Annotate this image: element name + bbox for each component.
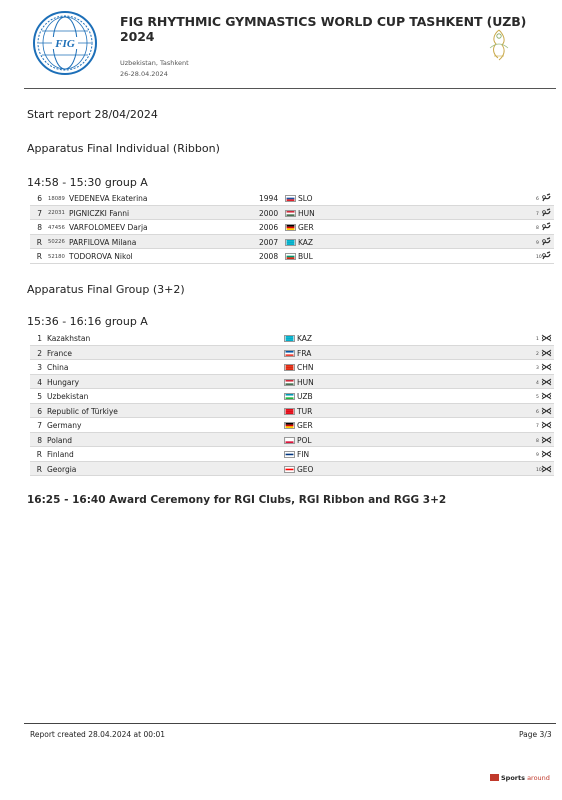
flag-icon — [285, 253, 296, 260]
team-name: Georgia — [47, 464, 77, 474]
flag-icon — [284, 393, 295, 400]
start-number: R — [36, 237, 42, 247]
table-row — [30, 346, 554, 361]
group-heading: Apparatus Final Group (3+2) — [27, 283, 185, 296]
start-number: 7 — [37, 208, 42, 218]
table-row — [30, 389, 554, 404]
group-group-time: 15:36 - 16:16 group A — [27, 315, 148, 328]
table-row — [30, 360, 554, 375]
table-row — [30, 331, 554, 346]
nation-code: POL — [297, 435, 312, 445]
table-row — [30, 462, 554, 477]
flag-icon — [284, 422, 295, 429]
nation-code: FIN — [297, 450, 310, 459]
fig-id: 22031 — [48, 210, 65, 216]
table-row — [30, 235, 554, 250]
start-number: 5 — [37, 392, 42, 401]
order-number: 7 — [536, 211, 539, 217]
report-created: Report created 28.04.2024 at 00:01 — [30, 730, 166, 739]
flag-icon — [284, 379, 295, 386]
table-row — [30, 191, 554, 206]
group-apparatus-icon — [541, 435, 552, 445]
group-start-list — [30, 331, 554, 476]
flag-icon — [285, 195, 296, 202]
nation-code: TUR — [297, 406, 313, 416]
table-row — [30, 249, 554, 264]
team-name: Hungary — [47, 377, 80, 387]
ribbon-apparatus-icon — [541, 193, 552, 203]
group-apparatus-icon — [541, 391, 552, 401]
fig-id: 47456 — [48, 224, 65, 231]
nation-code: HUN — [297, 377, 314, 387]
team-name: Republic of Türkiye — [47, 406, 118, 416]
event-title: FIG RHYTHMIC GYMNASTICS WORLD CUP TASHKENT (UZB) 2024 — [120, 14, 527, 44]
page-number: Page 3/3 — [519, 730, 552, 739]
footer-divider — [24, 723, 556, 724]
header-divider — [24, 88, 556, 89]
order-number: 4 — [536, 380, 539, 386]
brand-name-a: Sports — [501, 774, 525, 782]
group-apparatus-icon — [541, 406, 552, 416]
fig-id: 52180 — [48, 253, 65, 260]
start-number: 8 — [37, 223, 42, 232]
individual-group-time: 14:58 - 15:30 group A — [27, 176, 148, 189]
birth-year: 2006 — [259, 223, 279, 232]
order-number: 6 — [536, 409, 539, 415]
flag-icon — [284, 335, 295, 342]
team-name: Kazakhstan — [47, 334, 91, 343]
sports-around-logo — [490, 774, 550, 782]
individual-start-list — [30, 191, 554, 264]
order-number: 2 — [536, 351, 539, 357]
table-row — [30, 418, 554, 433]
flag-icon — [285, 224, 296, 231]
order-number: 7 — [536, 424, 539, 429]
flag-icon — [284, 364, 295, 371]
group-apparatus-icon — [541, 362, 552, 372]
nation-code: FRA — [297, 348, 312, 358]
ribbon-apparatus-icon — [541, 237, 552, 247]
order-number: 8 — [536, 438, 539, 444]
table-row — [30, 404, 554, 419]
individual-heading: Apparatus Final Individual (Ribbon) — [27, 142, 220, 155]
gymnast-name: VEDENEVA Ekaterina — [69, 194, 148, 203]
team-name: Germany — [47, 421, 82, 430]
nation-code: GER — [297, 421, 313, 430]
start-number: 3 — [37, 363, 42, 372]
nation-code: HUN — [298, 208, 315, 218]
nation-code: SLO — [298, 194, 313, 203]
flag-icon — [284, 437, 295, 444]
nation-code: GEO — [297, 464, 314, 474]
nation-code: CHN — [297, 363, 314, 372]
group-apparatus-icon — [541, 449, 552, 459]
order-number: 10 — [536, 467, 542, 473]
event-mascot-icon — [484, 26, 514, 64]
order-number: 5 — [536, 395, 539, 400]
order-number: 3 — [536, 366, 539, 371]
table-row — [30, 220, 554, 235]
start-number: R — [36, 252, 42, 261]
start-number: R — [36, 450, 42, 459]
flag-icon — [285, 239, 296, 246]
event-location: Uzbekistan, Tashkent — [120, 59, 189, 67]
team-name: Uzbekistan — [47, 392, 89, 401]
table-row — [30, 206, 554, 221]
team-name: France — [47, 348, 72, 358]
group-apparatus-icon — [541, 420, 552, 430]
order-number: 9 — [536, 453, 539, 458]
flag-icon — [285, 210, 296, 217]
order-number: 10 — [536, 255, 542, 260]
birth-year: 1994 — [259, 194, 279, 203]
gymnast-name: PIGNICZKI Fanni — [69, 208, 130, 218]
start-number: 8 — [37, 435, 42, 445]
group-apparatus-icon — [541, 333, 552, 343]
team-name: China — [47, 363, 69, 372]
group-apparatus-icon — [541, 464, 552, 474]
ribbon-apparatus-icon — [541, 208, 552, 218]
start-number: 1 — [37, 334, 42, 343]
birth-year: 2000 — [259, 208, 279, 218]
flag-icon — [284, 408, 295, 415]
ribbon-apparatus-icon — [541, 251, 552, 261]
birth-year: 2008 — [259, 252, 279, 261]
fig-id: 50226 — [48, 239, 65, 245]
brand-name-b: around — [527, 774, 550, 782]
table-row — [30, 447, 554, 462]
table-row — [30, 375, 554, 390]
group-apparatus-icon — [541, 348, 552, 358]
start-number: 6 — [37, 194, 42, 203]
event-location-block — [120, 58, 189, 80]
team-name: Poland — [47, 435, 73, 445]
nation-code: BUL — [298, 252, 313, 261]
start-number: R — [36, 464, 42, 474]
order-number: 6 — [536, 197, 539, 202]
flag-icon — [284, 451, 295, 458]
start-number: 2 — [37, 348, 42, 358]
gymnast-name: TODOROVA Nikol — [69, 252, 133, 261]
gymnast-name: VARFOLOMEEV Darja — [69, 223, 148, 232]
event-dates: 26-28.04.2024 — [120, 70, 168, 78]
nation-code: GER — [298, 223, 314, 232]
sports-around-mark-icon — [490, 774, 499, 781]
table-row — [30, 433, 554, 448]
order-number: 1 — [536, 337, 539, 342]
fig-id: 18089 — [48, 195, 65, 202]
start-number: 6 — [37, 406, 42, 416]
team-name: Finland — [47, 450, 74, 459]
fig-logo — [32, 10, 98, 76]
group-apparatus-icon — [541, 377, 552, 387]
start-number: 7 — [37, 421, 42, 430]
nation-code: KAZ — [298, 237, 314, 247]
nation-code: UZB — [297, 392, 313, 401]
flag-icon — [284, 466, 295, 473]
start-number: 4 — [37, 377, 42, 387]
birth-year: 2007 — [259, 237, 279, 247]
flag-icon — [284, 350, 295, 357]
order-number: 8 — [536, 226, 539, 231]
gymnast-name: PARFILOVA Milana — [69, 237, 137, 247]
ribbon-apparatus-icon — [541, 222, 552, 232]
fig-logo-text: FIG — [55, 38, 75, 50]
report-title: Start report 28/04/2024 — [27, 108, 158, 121]
award-ceremony: 16:25 - 16:40 Award Ceremony for RGI Clubs, RGI Ribbon and RGG 3+2 — [27, 494, 447, 506]
nation-code: KAZ — [297, 334, 313, 343]
order-number: 9 — [536, 240, 539, 246]
